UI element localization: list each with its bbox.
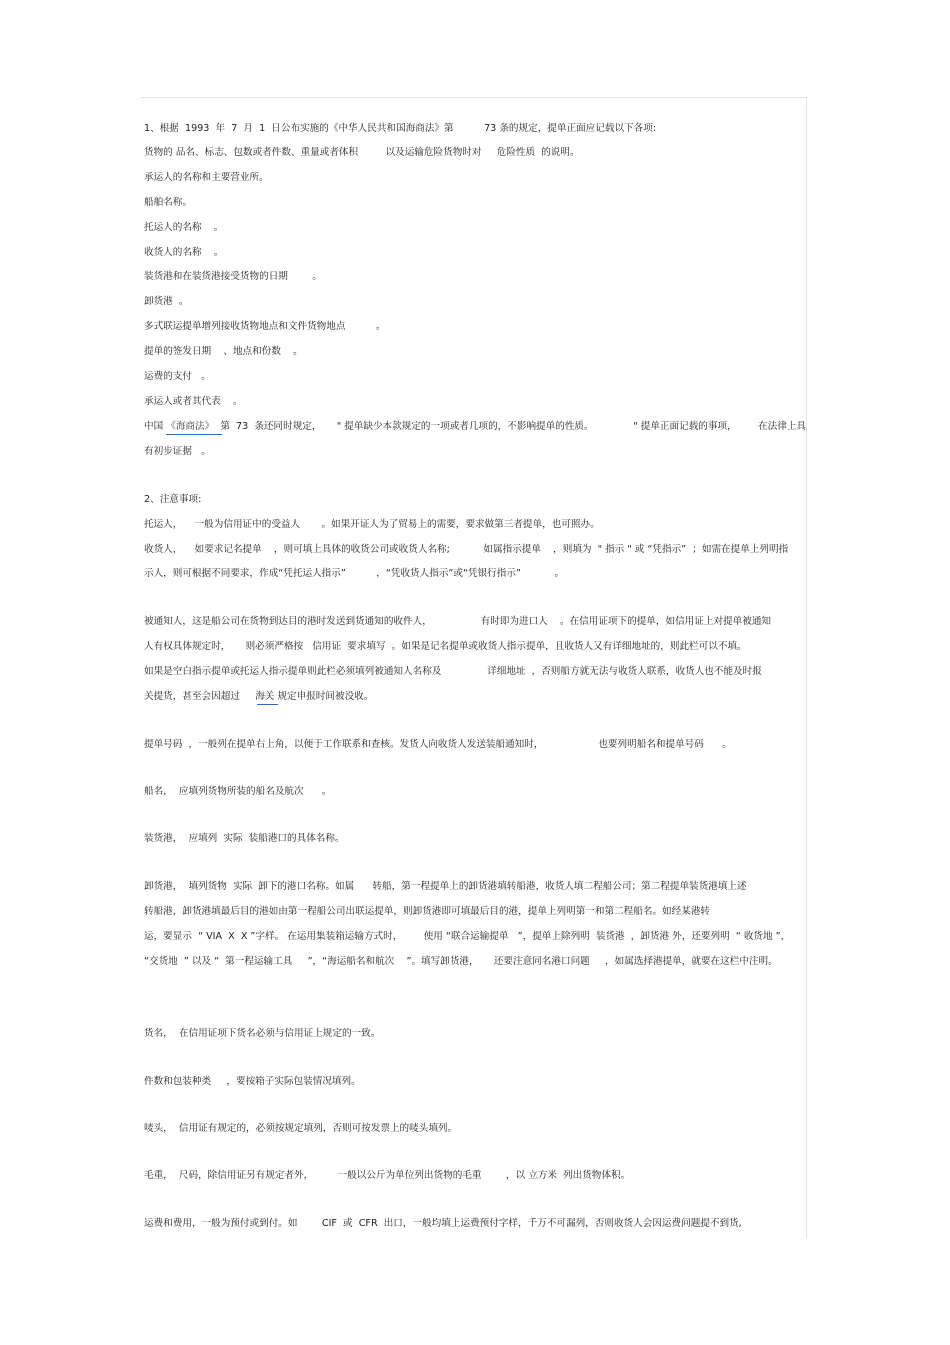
port-of-loading-paragraph: 装货港， 应填列 实际 装船港口的具体名称。 [144,833,345,844]
notify-paragraph-line2: 人有权具体规定时， 则必须严格按 信用证 要求填写 。如果是记名提单或收货人指示提单，且收货人又有详细地址的，则此栏可以不填。 [144,641,747,652]
list-item: 承运人的名称和主要营业所。 [144,172,269,183]
notify-line4-rest: 规定申报时间被没收。 [274,691,374,702]
list-item: 运费的支付 。 [144,371,211,382]
port-of-discharge-line4: “交货地 ” 以及 “ 第一程运输工具 ”，“海运船名和航次 ”。填写卸货港， 还要注意同名港口问题 ，如属选择港提单，就要在这栏中注明。 [144,956,778,967]
law-line-rest: 第 73 条还同时规定， " 提单缺少本款规定的一项或者几项的，不影响提单的性质。 " 提单正面记载的事项， 在法律上具 [214,421,806,432]
packages-paragraph: 件数和包装种类 ，要按箱子实际包装情况填列。 [144,1076,361,1087]
list-item: 收货人的名称 。 [144,247,224,258]
customs-link[interactable]: 海关 [255,691,275,702]
shipper-paragraph: 托运人， 一般为信用证中的受益人 。如果开证人为了贸易上的需要，要求做第三者提单，也可照办。 [144,519,600,530]
law-line-prefix: 中国 [144,421,167,432]
notify-line4-prefix: 关提货，甚至会因超过 [144,691,256,702]
port-of-discharge-line3: 运，要显示 “ VIA X X ”字样。 在运用集装箱运输方式时， 使用 “联合运输提单 ”，提单上除列明 装货港 ，卸货港 外，还要列明 “ 收货地 ”， [144,931,791,942]
notify-paragraph-line3: 如果是空白指示提单或托运人指示提单则此栏必须填列被通知人名称及 详细地址 ，否则船方就无法与收货人联系，收货人也不能及时报 [144,666,762,677]
list-item: 多式联运提单增列接收货物地点和文件货物地点 。 [144,321,386,332]
notify-paragraph-line4 [144,690,373,703]
vessel-paragraph: 船名， 应填列货物所装的船名及航次 。 [144,786,332,797]
port-of-discharge-line1: 卸货港， 填列货物 实际 卸下的港口名称。如属 转船，第一程提单上的卸货港填转船港，收货人填二程船公司；第二程提单装货港填上述 [144,881,747,892]
list-item: 船舶名称。 [144,197,192,208]
list-item: 卸货港 。 [144,296,189,307]
maritime-law-link[interactable]: 《海商法》 [166,421,215,432]
list-item: 提单的签发日期 、地点和份数 。 [144,346,303,357]
list-item: 装货港和在装货港接受货物的日期 。 [144,271,322,282]
law-line-2: 有初步证据 。 [144,446,211,457]
marks-paragraph: 唛头， 信用证有规定的，必须按规定填列，否则可按发票上的唛头填列。 [144,1123,458,1134]
port-of-discharge-line2: 转船港，卸货港填最后目的港如由第一程船公司出联运提单，则卸货港即可填最后目的港，提单上列明第一和第二程船名。如经某港转 [144,906,711,917]
list-item: 托运人的名称 。 [144,222,224,233]
customs-link-underline [257,704,278,705]
section1-intro: 1、根据 1993 年 7 月 1 日公布实施的《中华人民共和国海商法》第 73 条的规定，提单正面应记载以下各项: [144,123,657,134]
bl-number-paragraph: 提单号码 ，一般列在提单右上角，以便于工作联系和查核。发货人向收货人发送装船通知时， 也要列明船名和提单号码 。 [144,739,732,750]
maritime-law-link-underline [166,434,222,435]
section2-heading: 2、注意事项: [144,494,202,505]
consignee-paragraph-line1: 收货人， 如要求记名提单 ，则可填上具体的收货公司或收货人名称; 如属指示提单 ，则填为 " 指示 " 或 “凭指示” ；如需在提单上列明指 [144,544,789,555]
goods-name-paragraph: 货名， 在信用证项下货名必须与信用证上规定的一致。 [144,1028,381,1039]
list-item: 货物的 品名、标志、包数或者件数、重量或者体积 以及运输危险货物时对 危险性质 的说明。 [144,147,580,158]
law-line [144,420,806,433]
notify-paragraph-line1: 被通知人，这是船公司在货物到达目的港时发送到货通知的收件人， 有时即为进口人 。在信用证项下的提单，如信用证上对提单被通知 [144,616,772,627]
freight-paragraph: 运费和费用，一般为预付或到付。如 CIF 或 CFR 出口，一般均填上运费预付字样，千万不可漏列，否则收货人会因运费问题提不到货, [144,1218,742,1229]
consignee-paragraph-line2: 示人，则可根据不同要求，作成“凭托运人指示” ，“凭收货人指示”或“凭银行指示” 。 [144,568,565,579]
weight-measurement-paragraph: 毛重， 尺码，除信用证另有规定者外， 一般以公斤为单位列出货物的毛重 ，以 立方米 列出货物体积。 [144,1170,631,1181]
list-item: 承运人或者其代表 。 [144,396,243,407]
